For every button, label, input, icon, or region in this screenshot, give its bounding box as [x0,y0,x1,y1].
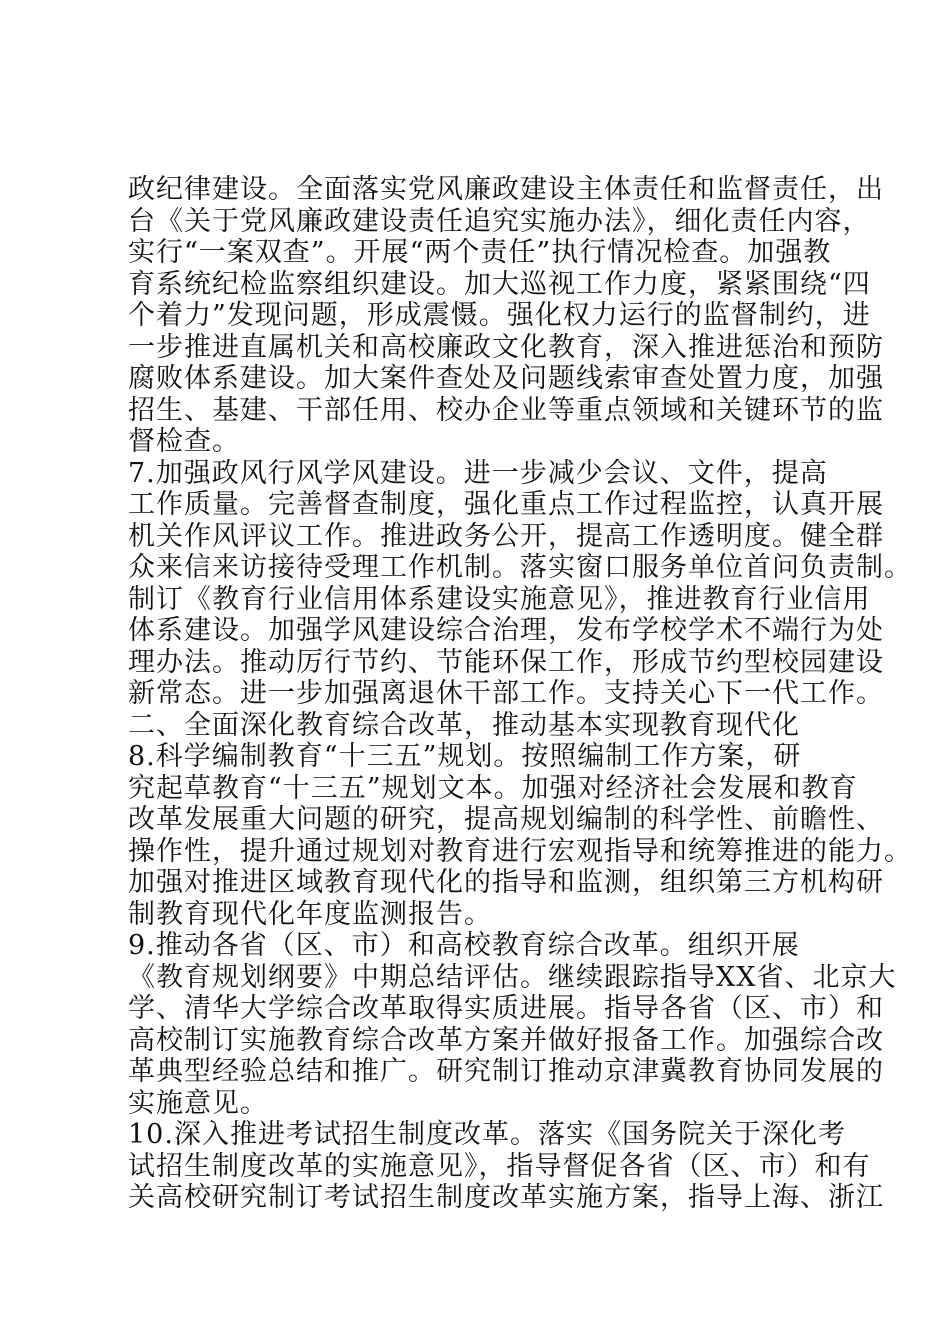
text-line: 众来信来访接待受理工作机制。落实窗口服务单位首问负责制。 [128,552,912,583]
text-line: 一步推进直属机关和高校廉政文化教育，深入推进惩治和预防 [128,331,884,363]
text-line: 招生、基建、干部任用、校办企业等重点领域和关键环节的监 [128,394,884,426]
text-line: 究起草教育“十三五”规划文本。加强对经济社会发展和教育 [128,772,858,804]
text-line: 新常态。进一步加强离退休干部工作。支持关心下一代工作。 [128,678,884,709]
text-line: 制教育现代化年度监测报告。 [128,898,492,930]
text-line: 制订《教育行业信用体系建设实施意见》，推进教育行业信用 [128,583,871,615]
text-line: 操作性，提升通过规划对教育进行宏观指导和统筹推进的能力。 [128,835,912,867]
text-line: 7.加强政风行风学风建设。进一步减少会议、文件，提高 [128,457,828,489]
text-line: 督检查。 [128,426,240,457]
text-line: 9.推动各省（区、市）和高校教育综合改革。组织开展 [128,930,800,961]
text-line: 10.深入推进考试招生制度改革。落实《国务院关于深化考 [128,1119,846,1150]
text-line: 政纪律建设。全面落实党风廉政建设主体责任和监督责任，出 [128,174,884,205]
text-line: 加强对推进区域教育现代化的指导和监测，组织第三方机构研 [128,867,884,898]
text-line: 试招生制度改革的实施意见》，指导督促各省（区、市）和有 [128,1150,871,1182]
text-line: 个着力”发现问题，形成震慑。强化权力运行的监督制约，进 [128,300,871,331]
text-line: 台《关于党风廉政建设责任追究实施办法》，细化责任内容， [128,205,871,237]
text-line: 8.科学编制教育“十三五”规划。按照编制工作方案，研 [128,741,802,772]
text-line: 实行“一案双查”。开展“两个责任”执行情况检查。加强教 [128,237,832,268]
text-line: 实施意见。 [128,1087,268,1119]
text-line: 学、清华大学综合改革取得实质进展。指导各省（区、市）和 [128,993,884,1024]
text-line: 腐败体系建设。加大案件查处及问题线索审查处置力度，加强 [128,363,884,394]
text-line: 《教育规划纲要》中期总结评估。继续跟踪指导XX省、北京大 [128,961,897,993]
text-line: 育系统纪检监察组织建设。加大巡视工作力度，紧紧围绕“四 [128,268,871,300]
text-line: 机关作风评议工作。推进政务公开，提高工作透明度。健全群 [128,520,884,552]
text-line: 工作质量。完善督查制度，强化重点工作过程监控，认真开展 [128,489,884,520]
text-line: 革典型经验总结和推广。研究制订推动京津冀教育协同发展的 [128,1056,884,1087]
text-line: 高校制订实施教育综合改革方案并做好报备工作。加强综合改 [128,1024,884,1056]
text-line: 理办法。推动厉行节约、节能环保工作，形成节约型校园建设 [128,646,884,678]
section-heading: 二、全面深化教育综合改革，推动基本实现教育现代化 [128,709,800,741]
text-line: 改革发展重大问题的研究，提高规划编制的科学性、前瞻性、 [128,804,884,835]
text-line: 体系建设。加强学风建设综合治理，发布学校学术不端行为处 [128,615,884,646]
text-line: 关高校研究制订考试招生制度改革实施方案，指导上海、浙江 [128,1182,884,1213]
document-body [128,174,912,1214]
